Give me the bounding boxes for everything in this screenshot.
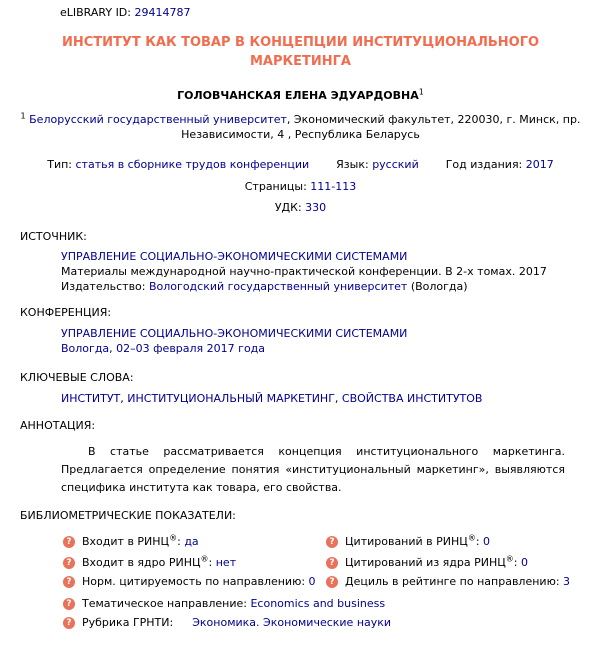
conference-place-date[interactable]: Вологда, 02–03 февраля 2017 года [61,342,266,355]
author [0,89,601,102]
affiliation-line-1 [0,113,601,126]
type-value[interactable]: статья в сборнике трудов конференции [75,158,310,171]
metric-citations-core-value[interactable]: 0 [520,556,528,569]
metric-decile: Дециль в рейтинге по направлению: 3 [345,575,571,588]
type-label: Тип: [47,158,72,171]
metric-rinc-value[interactable]: да [184,535,199,548]
keywords-list: ИНСТИТУТ, ИНСТИТУЦИОНАЛЬНЫЙ МАРКЕТИНГ, СВОЙСТВА ИНСТИТУТОВ [61,392,483,405]
metric-citations: Цитирований в РИНЦ®: 0 [345,533,491,548]
pages-line [0,180,601,193]
help-icon[interactable]: ? [326,576,338,588]
udk-label: УДК: [274,201,302,214]
conference-name[interactable]: УПРАВЛЕНИЕ СОЦИАЛЬНО-ЭКОНОМИЧЕСКИМИ СИСТЕМАМИ [61,327,408,340]
pages-label: Страницы: [244,180,307,193]
help-icon[interactable]: ? [63,598,75,610]
annotation-heading: АННОТАЦИЯ: [20,419,96,432]
metric-core-value[interactable]: нет [215,556,237,569]
source-materials: Материалы международной научно-практической конференции. В 2-х томах. 2017 [61,265,547,278]
source-name[interactable]: УПРАВЛЕНИЕ СОЦИАЛЬНО-ЭКОНОМИЧЕСКИМИ СИСТЕМАМИ [61,250,408,263]
help-icon[interactable]: ? [63,576,75,588]
metric-theme: Тематическое направление: Economics and business [82,597,386,610]
elibrary-id-value[interactable]: 29414787 [134,6,191,19]
help-icon[interactable]: ? [326,536,338,548]
help-icon[interactable]: ? [63,557,75,569]
lang-value[interactable]: русский [372,158,419,171]
metric-norm-value[interactable]: 0 [308,575,316,588]
author-name[interactable]: ГОЛОВЧАНСКАЯ ЕЛЕНА ЭДУАРДОВНА [177,89,419,102]
elibrary-id-label: eLIBRARY ID: [60,6,131,19]
publisher-label: Издательство: [61,280,146,293]
author-sup: 1 [418,87,424,97]
metric-norm: Норм. цитируемость по направлению: 0 [82,575,316,588]
udk-line [0,201,601,214]
keywords-heading: КЛЮЧЕВЫЕ СЛОВА: [20,371,134,384]
keyword-2[interactable]: ИНСТИТУЦИОНАЛЬНЫЙ МАРКЕТИНГ [127,392,335,405]
lang-label: Язык: [336,158,369,171]
meta-line [0,158,601,171]
affiliation-line-2: Независимости, 4 , Республика Беларусь [181,128,420,141]
annotation-text: В статье рассматривается концепция институционального маркетинга. Предлагается определение понятия «институциональный маркетинг», выявляются специфика института как товара, его свойства. [61,445,565,494]
metric-decile-value[interactable]: 3 [563,575,571,588]
publisher-city: (Вологда) [410,280,468,293]
source-block [61,249,547,294]
metric-grnti-value[interactable]: Экономика. Экономические науки [192,616,392,629]
udk-value[interactable]: 330 [305,201,327,214]
publisher-name[interactable]: Вологодский государственный университет [149,280,408,293]
help-icon[interactable]: ? [63,617,75,629]
keyword-3[interactable]: СВОЙСТВА ИНСТИТУТОВ [341,392,483,405]
article-title-line-2: МАРКЕТИНГА [249,54,351,69]
pages-value[interactable]: 111-113 [310,180,357,193]
conference-block [61,326,407,356]
metric-citations-value[interactable]: 0 [483,535,491,548]
affiliation-sup: 1 [20,111,26,121]
elibrary-id [60,6,190,19]
metric-theme-value[interactable]: Economics and business [250,597,386,610]
help-icon[interactable]: ? [63,536,75,548]
affiliation-org[interactable]: Белорусский государственный университет [29,113,287,126]
metric-rinc: Входит в РИНЦ®: да [82,533,199,548]
metric-grnti: Рубрика ГРНТИ: Экономика. Экономические науки [82,616,392,629]
year-label: Год издания: [445,158,523,171]
article-title-line-1: ИНСТИТУТ КАК ТОВАР В КОНЦЕПЦИИ ИНСТИТУЦИОНАЛЬНОГО [61,35,540,50]
metric-core: Входит в ядро РИНЦ®: нет [82,554,237,569]
year-value[interactable]: 2017 [525,158,554,171]
metric-citations-core: Цитирований из ядра РИНЦ®: 0 [345,554,528,569]
keyword-1[interactable]: ИНСТИТУТ [61,392,121,405]
affiliation-rest: , Экономический факультет, 220030, г. Минск, пр. [286,113,581,126]
biblio-heading: БИБЛИОМЕТРИЧЕСКИЕ ПОКАЗАТЕЛИ: [20,509,236,522]
source-heading: ИСТОЧНИК: [20,230,87,243]
help-icon[interactable]: ? [326,557,338,569]
conference-heading: КОНФЕРЕНЦИЯ: [20,306,112,319]
